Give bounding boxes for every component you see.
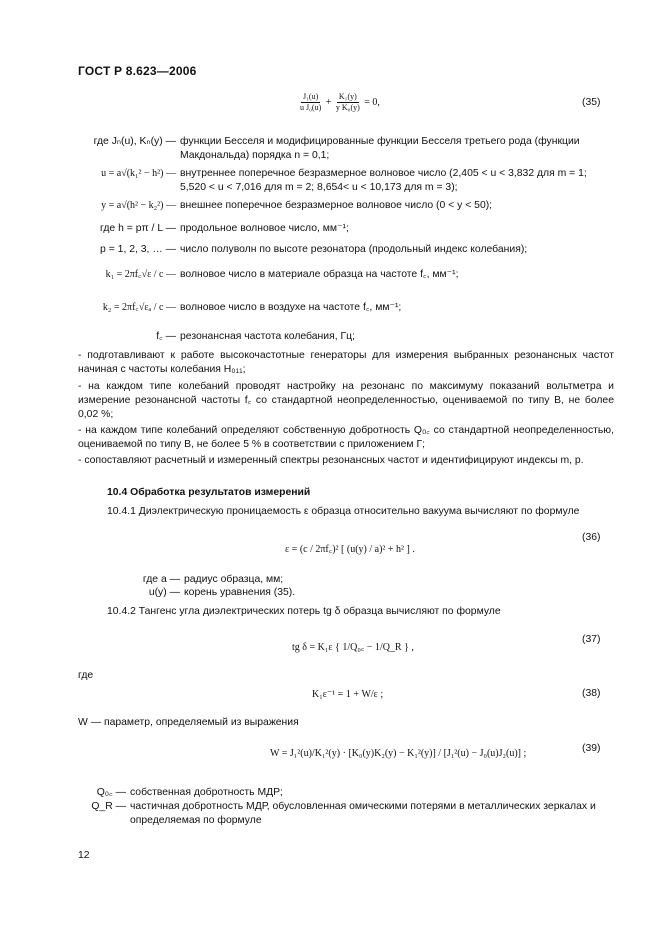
bullet-item: - подготавливают к работе высокочастотные генераторы для измерения выбранных резонансных частот начиная с частоты колебания H₀₁₁; [78,350,614,375]
definition-text: волновое число в воздухе на частоте f꜀, мм⁻¹; [180,302,402,313]
definition-label: где h = pπ / L — [100,223,176,234]
definition-text: функции Бесселя и модифицированные функции Бесселя третьего рода (функции Макдональда) порядка n = 0,1; [180,136,580,161]
definition-label: Q₀꜀ — [96,787,126,798]
paragraph-10-4-2: 10.4.2 Тангенс угла диэлектрических потерь tg δ образца вычисляют по формуле [107,606,501,617]
equation-38: K₁ε⁻¹ = 1 + W/ε ; [312,689,384,700]
definition-text: резонансная частота колебания, Гц; [180,331,355,342]
equation-number: (36) [582,532,601,543]
equation-number: (37) [582,634,601,645]
eq35-fraction-1: $\frac{\text{J₁(u)}}{\text{u J₀(u)}}$ [300,92,322,112]
definition-text: волновое число в материале образца на частоте f꜀, мм⁻¹; [180,269,459,280]
page-number: 12 [78,850,90,861]
definition-text: внешнее поперечное безразмерное волновое число (0 < y < 50); [180,200,493,211]
paragraph-10-4-1: 10.4.1 Диэлектрическую проницаемость ε образца относительно вакуума вычисляют по формуле [107,506,580,517]
definition-label: где Jₙ(u), Kₙ(y) — [93,136,176,147]
definition-label: где a — [142,574,180,585]
definition-text: число полуволн по высоте резонатора (продольный индекс колебания); [180,244,528,255]
definition-label: k₂ = 2πf꜀√εₐ / c — [102,302,176,313]
definition-text: внутреннее поперечное безразмерное волновое число (2,405 < u < 3,832 для m = 1; 5,520 < u < 7,016 для m = 2; 8,654< u < 10,173 для m = 3); [180,168,587,193]
w-definition: W — параметр, определяемый из выражения [78,717,299,728]
definition-label: Q_R — [91,801,126,812]
where-label: где [78,670,94,681]
equation-35: $\frac{\text{J₁(u)}}{\text{u J₀(u)}}$ + $\frac{\text{K₁(y)}}{\text{y K₀(y)}}$ = 0, [300,92,380,112]
definition-label: y = a√(h² − k₂²) — [101,200,176,211]
definition-text: частичная добротность МДР, обусловленная омическими потерями в металлических зеркалах и определяемая по формуле [130,801,596,826]
definition-text: корень уравнения (35). [184,587,296,598]
definition-text: продольное волновое число, мм⁻¹; [180,223,349,234]
equation-37: tg δ = K₁ε { 1/Q₀꜀ − 1/Q_R } , [292,642,414,653]
section-heading: 10.4 Обработка результатов измерений [107,487,311,498]
equation-39: W = J₁²(u)/K₁²(y) · [K₀(y)K₂(y) − K₁²(y)] / [J₁²(u) − J₀(u)J₂(u)] ; [270,748,527,759]
equation-number: (39) [582,743,601,754]
eq35-fraction-2: $\frac{\text{K₁(y)}}{\text{y K₀(y)}}$ [335,92,360,112]
definition-text: собственная добротность МДР; [130,787,283,798]
definition-label: p = 1, 2, 3, … — [100,244,176,255]
definition-label: u(y) — [148,587,180,598]
definition-text: радиус образца, мм; [184,574,284,585]
definition-label: f꜀ — [156,331,176,342]
equation-36: ε = (c / 2πf꜀)² [ (u(y) / a)² + h² ] . [285,544,415,555]
document-header: ГОСТ Р 8.623—2006 [78,64,197,78]
definition-label: k₁ = 2πf꜀√ε / c — [105,269,176,280]
equation-number: (35) [582,97,601,108]
definition-label: u = a√(k₁² − h²) — [101,168,176,179]
equation-number: (38) [582,688,601,699]
bullet-item: - на каждом типе колебаний определяют собственную добротность Q₀꜀ со стандартной неопределенностью, оцениваемой по типу В, не более 5 % в соответствии с приложением Г; [78,425,614,450]
bullet-item: - на каждом типе колебаний проводят настройку на резонанс по максимуму показаний вольтметра и измерение резонансной частоты f꜀ со стандартной неопределенностью, оцениваемой по типу В, не более 0,02 %; [78,381,614,420]
bullet-item: - сопоставляют расчетный и измеренный спектры резонансных частот и идентифицируют индексы m, p. [78,455,584,466]
